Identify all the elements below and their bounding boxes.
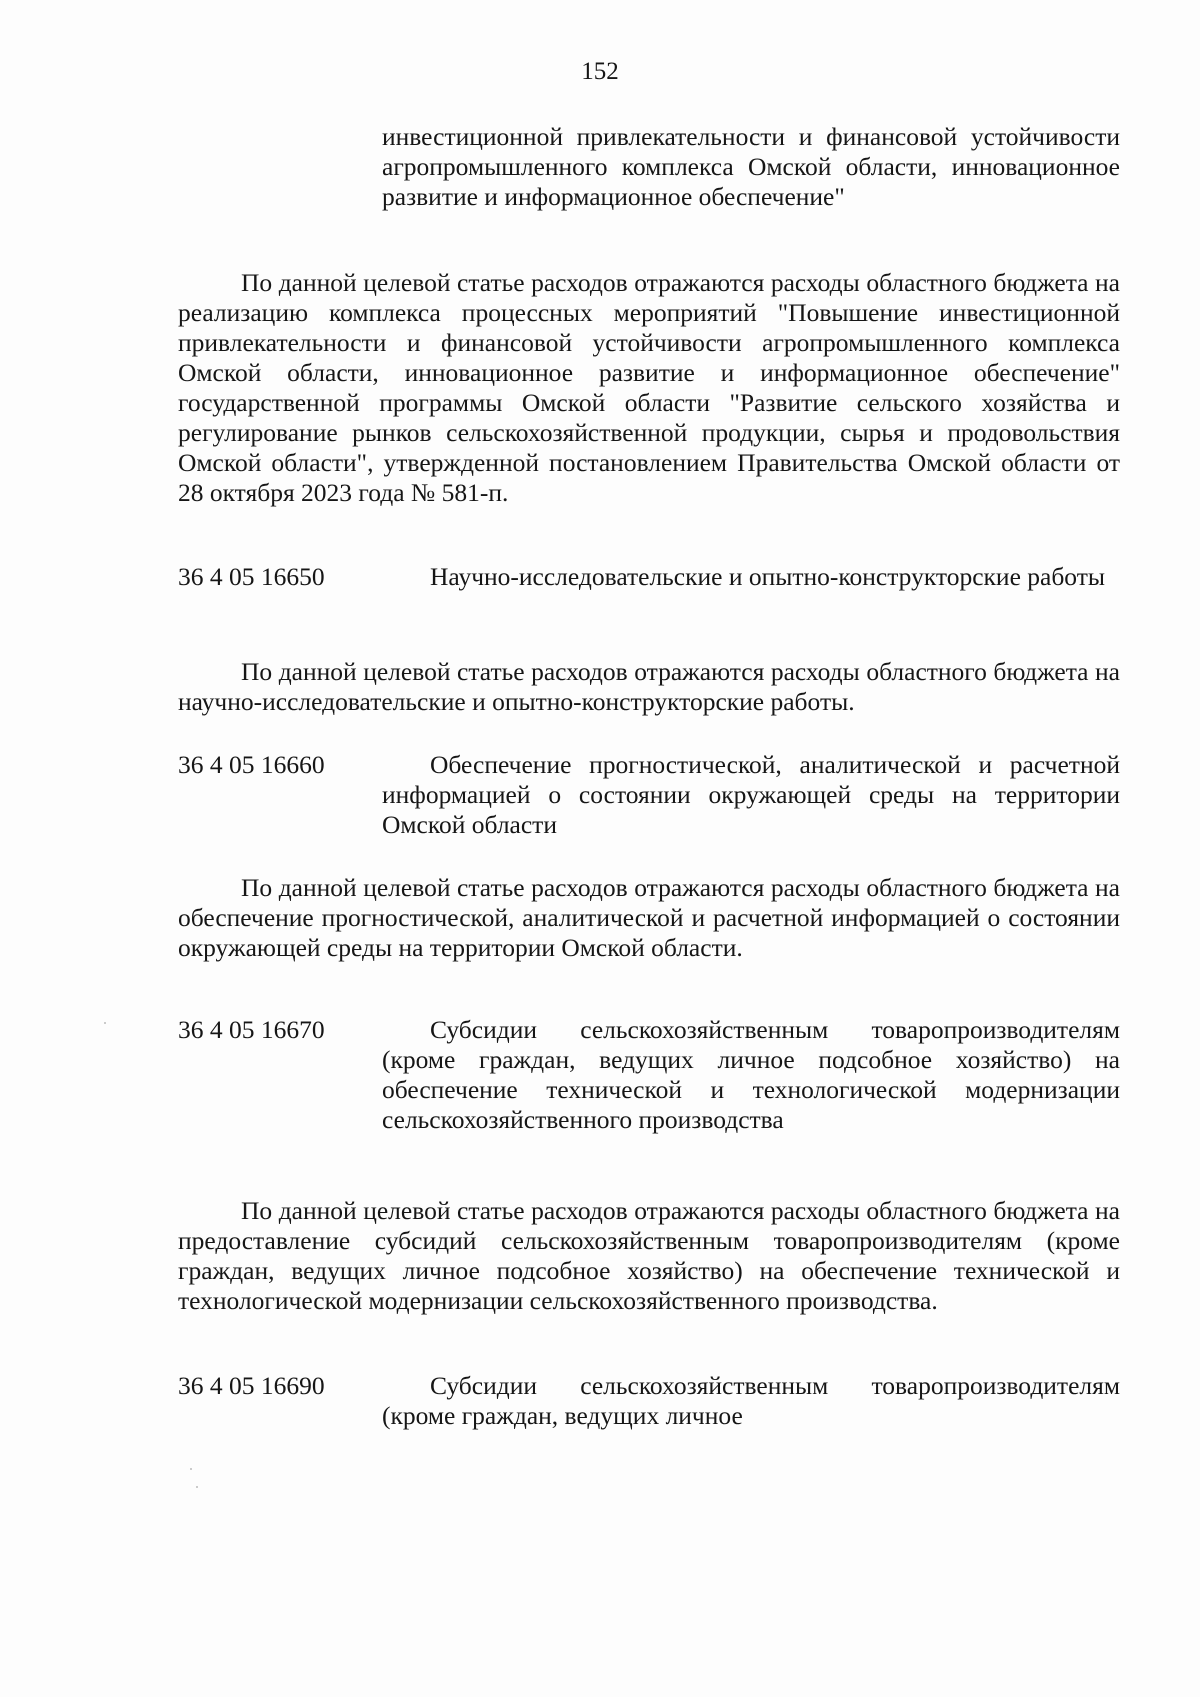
entry-title-4: Субсидии сельскохозяйственным товаропроизводителям (кроме граждан, ведущих личное — [382, 1371, 1120, 1430]
entry-title-1: Научно-исследовательские и опытно-конструкторские работы — [430, 562, 1105, 591]
paragraph-3: По данной целевой статье расходов отражаются расходы областного бюджета на обеспечение прогностической, аналитической и расчетной информацией о состоянии окружающей среды на территории Омской области. — [178, 873, 1120, 962]
paragraph-1: По данной целевой статье расходов отражаются расходы областного бюджета на реализацию комплекса процессных мероприятий "Повышение инвестиционной привлекательности и финансовой устойчивости агропромышленного комплекса Омской области, инновационное развитие и информационное обеспечение" государственной программы Омской области "Развитие сельского хозяйства и регулирование рынков сельскохозяйственной продукции, сырья и продовольствия Омской области", утвержденной постановлением Правительства Омской области от 28 октября 2023 года № 581-п. — [178, 268, 1120, 507]
entry-code-4: 36 4 05 16690 — [178, 1371, 325, 1400]
scan-artifact — [104, 1022, 106, 1024]
entry-code-3: 36 4 05 16670 — [178, 1015, 325, 1044]
entry-title-3: Субсидии сельскохозяйственным товаропроизводителям (кроме граждан, ведущих личное подсобное хозяйство) на обеспечение технической и технологической модернизации сельскохозяйственного производства — [382, 1015, 1120, 1134]
entry-title-2: Обеспечение прогностической, аналитической и расчетной информацией о состоянии окружающей среды на территории Омской области — [382, 750, 1120, 839]
paragraph-4: По данной целевой статье расходов отражаются расходы областного бюджета на предоставление субсидий сельскохозяйственным товаропроизводителям (кроме граждан, ведущих личное подсобное хозяйство) на обеспечение технической и технологической модернизации сельскохозяйственного производства. — [178, 1196, 1120, 1315]
scan-artifact — [190, 1468, 192, 1470]
paragraph-2: По данной целевой статье расходов отражаются расходы областного бюджета на научно-исследовательские и опытно-конструкторские работы. — [178, 657, 1120, 716]
scan-artifact — [196, 1486, 198, 1488]
page-number: 152 — [581, 58, 619, 85]
entry-code-1: 36 4 05 16650 — [178, 562, 325, 591]
entry-code-2: 36 4 05 16660 — [178, 750, 325, 779]
intro-title-continuation: инвестиционной привлекательности и финансовой устойчивости агропромышленного комплекса Омской области, инновационное развитие и информационное обеспечение" — [382, 122, 1120, 211]
